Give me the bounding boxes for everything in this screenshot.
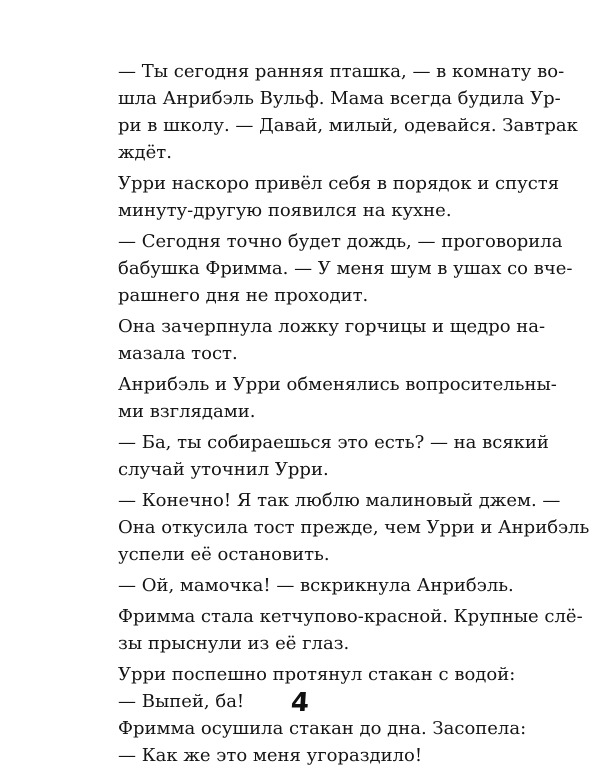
text-line: — Как же это меня угораздило! <box>118 745 423 766</box>
text-line: Фримма стала кетчупово-красной. Крупные слё- <box>118 606 583 627</box>
text-line: Урри наскоро привёл себя в порядок и спустя <box>118 173 560 194</box>
text-line: рашнего дня не проходит. <box>118 285 369 306</box>
text-line: Она зачерпнула ложку горчицы и щедро на- <box>118 316 546 337</box>
text-line: зы прыснули из её глаз. <box>118 633 350 654</box>
text-line: Фримма осушила стакан до дна. Засопела: <box>118 718 527 739</box>
text-line: Она откусила тост прежде, чем Урри и Анрибэль <box>118 517 590 538</box>
text-line: Анрибэль и Урри обменялись вопросительны- <box>118 374 557 395</box>
text-line: ри в школу. — Давай, милый, одевайся. Завтрак <box>118 115 578 136</box>
text-line: — Ба, ты собираешься это есть? — на всякий <box>118 432 549 453</box>
page-number: 4 <box>289 688 311 718</box>
text-line: — Выпей, ба! <box>118 691 245 712</box>
text-line: случай уточнил Урри. <box>118 459 329 480</box>
text-line: минуту-другую появился на кухне. <box>118 200 452 221</box>
text-line: шла Анрибэль Вульф. Мама всегда будила Ур- <box>118 88 561 109</box>
text-line: ждёт. <box>118 142 172 163</box>
text-line: бабушка Фримма. — У меня шум в ушах со вче- <box>118 258 573 279</box>
text-line: успели её остановить. <box>118 544 330 565</box>
body-text <box>118 58 590 769</box>
text-line: — Сегодня точно будет дождь, — проговорила <box>118 231 563 252</box>
text-line: Урри поспешно протянул стакан с водой: <box>118 664 516 685</box>
text-line: — Конечно! Я так люблю малиновый джем. — <box>118 490 561 511</box>
text-line: мазала тост. <box>118 343 238 364</box>
text-line: ми взглядами. <box>118 401 256 422</box>
text-line: — Ты сегодня ранняя пташка, — в комнату во- <box>118 61 565 82</box>
text-line: — Ой, мамочка! — вскрикнула Анрибэль. <box>118 575 514 596</box>
